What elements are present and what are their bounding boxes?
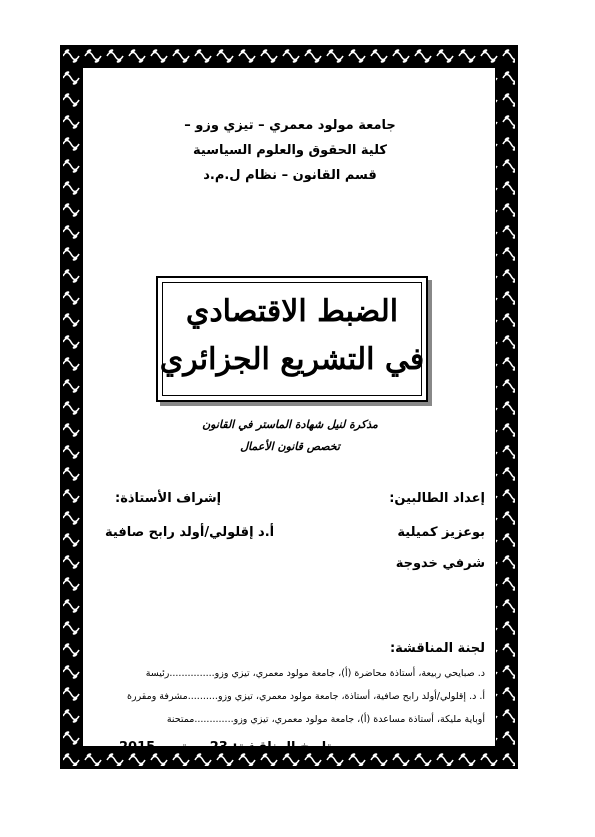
jury-member: أوباية مليكة، أستاذة مساعدة (أ)، جامعة مولود معمري، تيزي وزو.............ممتحنة [166, 714, 485, 725]
faculty-name: كلية الحقوق والعلوم السياسية [193, 143, 387, 158]
thesis-title-line2: في التشريع الجزائري [159, 342, 425, 377]
specialty-subtitle: تخصص قانون الأعمال [240, 440, 340, 453]
defense-date: تاريخ المناقشة: 23 سبتمبر 2015 [119, 740, 332, 755]
page-content [82, 67, 496, 755]
jury-member: د. صبايحي ربيعة، أستاذة محاضرة (أ)، جامعة مولود معمري، تيزي وزو...............رئيسة [145, 668, 485, 679]
university-name: جامعة مولود معمري – تيزي وزو – [184, 118, 396, 133]
department-name: قسم القانون – نظام ل.م.د [203, 168, 377, 183]
supervisor-name: أ.د إقلولي/أولد رابح صافية [105, 525, 275, 540]
thesis-title-line1: الضبط الاقتصادي [185, 294, 399, 329]
title-box [156, 276, 428, 402]
jury-label: لجنة المناقشة: [389, 641, 485, 656]
degree-subtitle: مذكرة لنيل شهادة الماستر في القانون [202, 418, 378, 431]
author-name: بوعزيز كميلية [397, 525, 485, 540]
author-name: شرفي خدوجة [395, 556, 485, 571]
authors-label: إعداد الطالبين: [389, 491, 485, 506]
jury-member: أ. د. إقلولي/أولد رابح صافية، أستاذة، جامعة مولود معمري، تيزي وزو..........مشرفة ومقررة [127, 691, 485, 702]
decorative-border [60, 45, 518, 769]
supervisor-label: إشراف الأستاذة: [115, 491, 222, 506]
